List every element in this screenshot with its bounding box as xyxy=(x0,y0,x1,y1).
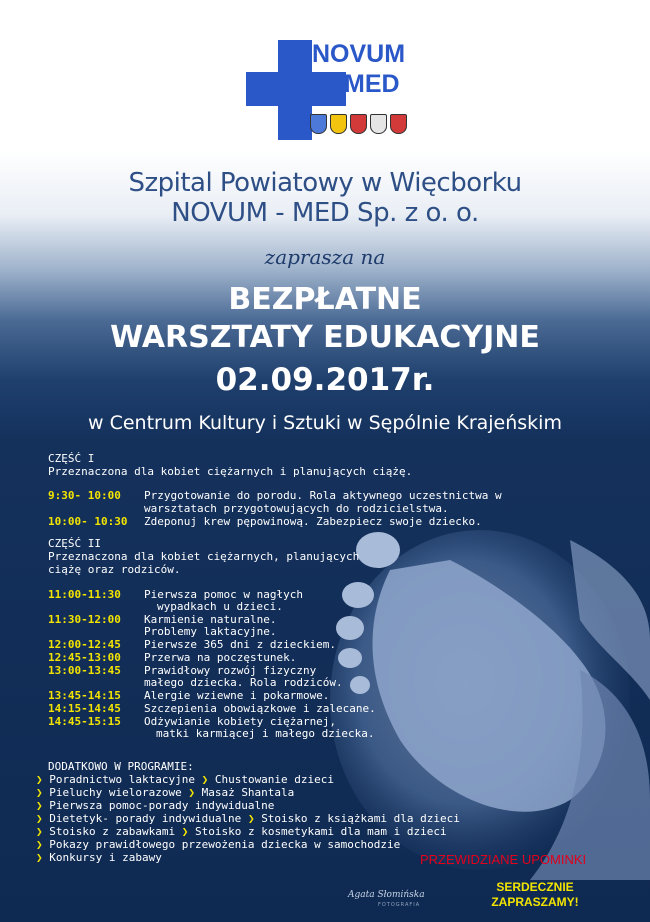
schedule-time: 11:00-11:30 xyxy=(48,588,121,601)
closing-text xyxy=(480,880,590,910)
extras-item: Pokazy prawidłowego przewożenia dziecka w samochodzie xyxy=(49,838,401,851)
invite-text: zaprasza na xyxy=(264,245,386,269)
schedule-desc: Problemy laktacyjne. xyxy=(144,625,277,638)
schedule-desc: matki karmiącej i małego dziecka. xyxy=(156,727,375,740)
schedule-desc: małego dziecka. Rola rodziców. xyxy=(144,676,343,689)
part2-heading: CZĘŚĆ II xyxy=(48,537,101,550)
schedule-time: 11:30-12:00 xyxy=(48,613,121,626)
coat-of-arms-icon xyxy=(370,114,387,134)
schedule-desc: wypadkach u dzieci. xyxy=(157,600,283,613)
chevron-right-icon: ❯ xyxy=(36,838,43,851)
gifts-notice: PRZEWIDZIANE UPOMINKI xyxy=(420,852,587,867)
chevron-right-icon: ❯ xyxy=(36,799,43,812)
photographer-signature: Agata Słomińska xyxy=(348,890,425,900)
coat-of-arms-icon xyxy=(330,114,347,134)
schedule-time: 9:30- 10:00 xyxy=(48,489,121,502)
part1-subtitle: Przeznaczona dla kobiet ciężarnych i planujących ciążę. xyxy=(48,465,413,478)
extras-item: Chustowanie dzieci xyxy=(214,773,335,786)
schedule-desc: Zdeponuj krew pępowinową. Zabezpiecz swoje dziecko. xyxy=(144,515,482,528)
schedule-time: 12:45-13:00 xyxy=(48,651,121,664)
chevron-right-icon: ❯ xyxy=(188,786,195,799)
schedule-time: 12:00-12:45 xyxy=(48,638,121,651)
coat-of-arms-icon xyxy=(310,114,327,134)
extras-heading: DODATKOWO W PROGRAMIE: xyxy=(48,760,194,773)
schedule-time: 14:45-15:15 xyxy=(48,715,121,728)
extras-row xyxy=(36,838,400,851)
extras-item: Stoisko z książkami dla dzieci xyxy=(261,812,460,825)
extras-row xyxy=(36,812,460,825)
novum-med-logo xyxy=(246,40,410,140)
title-line-1: BEZPŁATNE xyxy=(228,282,422,317)
chevron-right-icon: ❯ xyxy=(201,773,209,786)
schedule-desc: Alergie wziewne i pokarmowe. xyxy=(144,689,330,702)
coat-of-arms-icon xyxy=(350,114,367,134)
coat-of-arms-row xyxy=(310,114,407,134)
hospital-name: Szpital Powiatowy w Więcborku xyxy=(128,168,522,198)
closing-line-2: ZAPRASZAMY! xyxy=(491,895,579,909)
cross-icon-bar xyxy=(246,72,346,106)
schedule-time: 13:00-13:45 xyxy=(48,664,121,677)
schedule-desc: warsztatach przygotowujących do rodzicielstwa. xyxy=(144,502,449,515)
extras-row xyxy=(36,786,294,799)
extras-item: Stoisko z zabawkami xyxy=(49,825,176,838)
extras-item: Stoisko z kosmetykami dla mam i dzieci xyxy=(194,825,447,838)
logo-text-med: MED xyxy=(344,70,400,98)
logo-text-novum: NOVUM xyxy=(312,40,406,68)
coat-of-arms-icon xyxy=(390,114,407,134)
schedule-desc: Odżywianie kobiety ciężarnej, xyxy=(144,715,337,728)
schedule-time: 14:15-14:45 xyxy=(48,702,121,715)
chevron-right-icon: ❯ xyxy=(36,812,43,825)
extras-item: Pierwsza pomoc-porady indywidualne xyxy=(49,799,275,812)
schedule-desc: Przygotowanie do porodu. Rola aktywnego uczestnictwa w xyxy=(144,489,502,502)
photographer-subtitle: FOTOGRAFIA xyxy=(378,902,421,908)
chevron-right-icon: ❯ xyxy=(36,851,43,864)
schedule-desc: Karmienie naturalne. xyxy=(144,613,277,626)
title-line-2: WARSZTATY EDUKACYJNE xyxy=(110,320,540,355)
company-name: NOVUM - MED Sp. z o. o. xyxy=(171,198,479,228)
chevron-right-icon: ❯ xyxy=(181,825,189,838)
extras-row xyxy=(36,799,274,812)
extras-item: Dietetyk- porady indywidualne xyxy=(49,812,242,825)
extras-row xyxy=(36,851,162,864)
extras-row xyxy=(36,825,447,838)
chevron-right-icon: ❯ xyxy=(247,812,255,825)
extras-item: Pieluchy wielorazowe xyxy=(49,786,182,799)
schedule-desc: Pierwsze 365 dni z dzieckiem. xyxy=(144,638,337,651)
part2-subtitle: Przeznaczona dla kobiet ciężarnych, planujących xyxy=(48,550,360,563)
chevron-right-icon: ❯ xyxy=(36,825,43,838)
schedule-time: 10:00- 10:30 xyxy=(48,515,128,528)
part2-subtitle: ciążę oraz rodziców. xyxy=(48,563,181,576)
schedule-desc: Prawidłowy rozwój fizyczny xyxy=(144,664,317,677)
event-venue: w Centrum Kultury i Sztuki w Sępólnie Krajeńskim xyxy=(88,412,562,434)
extras-item: Masaż Shantala xyxy=(201,786,295,799)
chevron-right-icon: ❯ xyxy=(36,786,43,799)
schedule-time: 13:45-14:15 xyxy=(48,689,121,702)
extras-row xyxy=(36,773,334,786)
chevron-right-icon: ❯ xyxy=(36,773,43,786)
event-date: 02.09.2017r. xyxy=(215,362,435,398)
part1-heading: CZĘŚĆ I xyxy=(48,452,95,465)
extras-item: Konkursy i zabawy xyxy=(49,851,162,864)
schedule-desc: Szczepienia obowiązkowe i zalecane. xyxy=(144,702,376,715)
extras-item: Poradnictwo laktacyjne xyxy=(49,773,195,786)
schedule-desc: Pierwsza pomoc w nagłych xyxy=(144,588,303,601)
closing-line-1: SERDECZNIE xyxy=(496,880,574,894)
schedule-desc: Przerwa na poczęstunek. xyxy=(144,651,297,664)
